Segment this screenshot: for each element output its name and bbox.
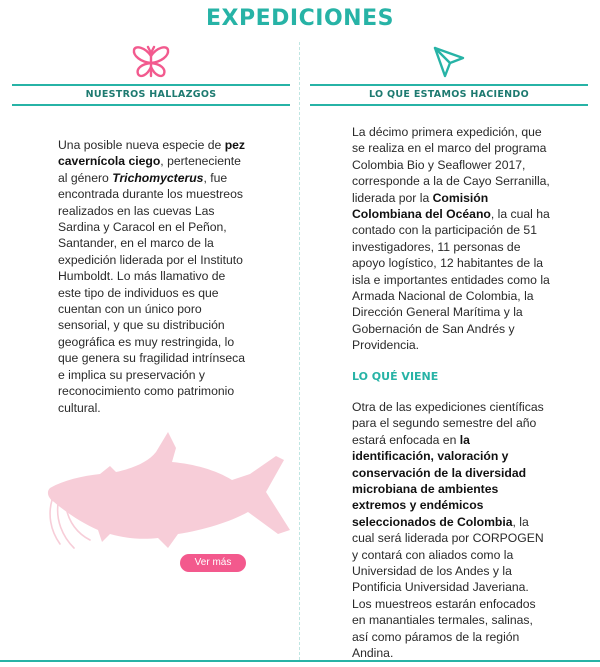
- butterfly-icon: [12, 40, 290, 84]
- section-rule: [12, 104, 290, 106]
- text-run: La décimo primera expedición, que se realiza en el marco del programa Colombia Bio y Seaflower 2017, corresponde a la de Cayo Serranilla, liderada por la: [352, 125, 550, 205]
- section-label-activity: LO QUE ESTAMOS HACIENDO: [369, 89, 529, 100]
- text-run: , perteneciente al género: [58, 154, 241, 185]
- see-more-button[interactable]: Ver más: [180, 554, 246, 572]
- column-divider: [299, 42, 300, 660]
- section-rule: [310, 104, 588, 106]
- fish-silhouette: [44, 430, 300, 560]
- text-run: , fue encontrada durante los muestreos realizados en las cuevas Las Sardina y Caracol en el Peñon, Santander, en el marco de la expedición liderada por el Instituto Humboldt. Lo más llamativo de este tipo de individuos es que cuentan con un único poro sensorial, y que su distribución geográfica es muy restringida, lo que genera su fragilidad intrínseca e implica su preservación y reconocimiento como patrimonio cultural.: [58, 170, 245, 415]
- activity-paragraph: [352, 124, 552, 354]
- section-label-findings: NUESTROS HALLAZGOS: [85, 89, 217, 100]
- highlight-commission: Comisión Colombiana del Océano: [352, 190, 491, 222]
- upcoming-paragraph: [352, 399, 550, 662]
- activity-column: [310, 40, 588, 106]
- text-run: Otra de las expediciones científicas para el segundo semestre del año estará enfocada en: [352, 400, 544, 447]
- page-title: EXPEDICIONES: [206, 6, 394, 31]
- findings-paragraph: [58, 137, 248, 416]
- highlight-cave-fish: pez cavernícola ciego: [58, 138, 246, 169]
- text-run: , la cual ha contado con la participación de 51 investigadores, 11 personas de apoyo logístico, 12 habitantes de la isla e importantes entidades como la Armada Nacional de Colombia, la Dirección General Marítima y la Gobernación de San Andrés y Providencia.: [352, 207, 550, 353]
- paper-plane-icon: [310, 40, 588, 84]
- text-run: Una posible nueva especie de: [58, 138, 225, 152]
- upcoming-heading: LO QUÉ VIENE: [352, 370, 439, 383]
- text-run: , la cual será liderada por CORPOGEN y contará con aliados como la Universidad de los Andes y la Pontificia Universidad Javeriana. Los muestreos estarán enfocados en manantiales termales, salinas, así como páramos de la región Andina.: [352, 514, 544, 661]
- highlight-microbial-diversity: la identificación, valoración y conservación de la diversidad microbiana de ambientes extremos y endémicos seleccionados de Colombia: [352, 432, 527, 529]
- bottom-rule: [0, 660, 600, 662]
- highlight-genus: Trichomycterus: [112, 170, 204, 185]
- findings-column: [12, 40, 290, 106]
